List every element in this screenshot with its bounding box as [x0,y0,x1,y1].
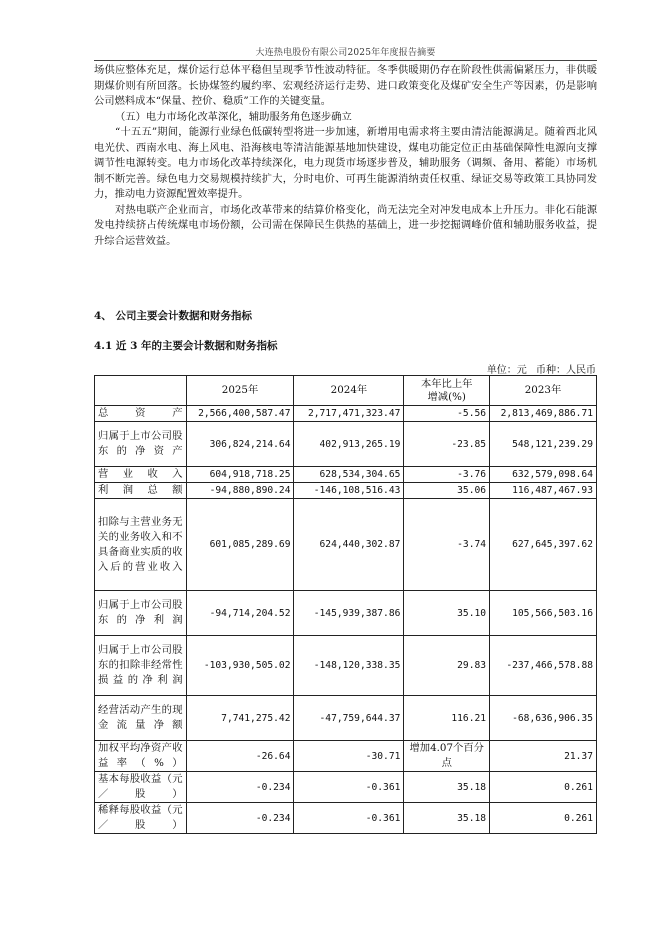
value-2023: 0.261 [490,772,597,803]
body-text [94,63,597,249]
value-2025: -103,930,505.02 [186,636,294,696]
row-label: 扣除与主营业务无关的业务收入和不具备商业实质的收入后的营业收入 [95,499,187,591]
table-row [95,803,597,834]
row-label: 加权平均净资产收益率（%） [95,741,187,772]
value-2023: 627,645,397.62 [490,499,597,591]
value-change: -3.74 [404,499,490,591]
value-2025: 2,566,400,587.47 [186,406,294,422]
value-2025: 7,741,275.42 [186,696,294,741]
value-change: 29.83 [404,636,490,696]
value-2023: 548,121,239.29 [490,422,597,467]
value-2023: 632,579,098.64 [490,467,597,483]
value-2024: -148,120,338.35 [294,636,404,696]
paragraph-fifteenth-plan: “十五五”期间，能源行业绿色低碳转型将进一步加速，新增用电需求将主要由清洁能源满足。随着西北风电光伏、西南水电、海上风电、沿海核电等清洁能源基地加快建设，煤电功能定位正由基础保障性电源向支撑调节性电源转变。电力市场化改革持续深化，电力现货市场逐步普及，辅助服务（调频、备用、蓄能）市场机制不断完善。绿色电力交易规模持续扩大，分时电价、可再生能源消纳责任权重、绿证交易等政策工具协同发力，推动电力资源配置效率提升。 [94,126,597,200]
value-2025: 601,085,289.69 [186,499,294,591]
value-change: 35.06 [404,483,490,499]
value-change: 35.18 [404,772,490,803]
row-label: 归属于上市公司股东的净资产 [95,422,187,467]
table-row [95,483,597,499]
value-2023: -68,636,906.35 [490,696,597,741]
row-label: 营业收入 [95,467,187,483]
value-2024: -30.71 [294,741,404,772]
header-cell-label [95,376,187,406]
header-cell-2025: 2025年 [186,376,294,406]
subheading-five: （五）电力市场化改革深化，辅助服务角色逐步确立 [115,110,352,123]
page-header: 大连热电股份有限公司2025年年度报告摘要 [255,48,436,58]
row-label: 稀释每股收益（元／股） [95,803,187,834]
table-row [95,741,597,772]
table-row [95,591,597,636]
value-change: -3.76 [404,467,490,483]
paragraph-coal: 场供应整体充足，煤价运行总体平稳但呈现季节性波动特征。冬季供暖期仍存在阶段性供需偏紧压力，非供暖期煤价则有所回落。长协煤签约履约率、宏观经济运行走势、进口政策变化及煤矿安全生产等因素，仍是影响公司燃料成本“保量、控价、稳质”工作的关键变量。 [94,64,597,107]
value-2024: -0.361 [294,803,404,834]
table-row [95,499,597,591]
value-2024: 402,913,265.19 [294,422,404,467]
financial-table [94,375,597,834]
value-change: 增加4.07个百分点 [404,741,490,772]
table-row [95,406,597,422]
table-row [95,422,597,467]
value-change: -5.56 [404,406,490,422]
unit-label: 单位：元 币种：人民币 [486,365,596,376]
header-cell-2024: 2024年 [294,376,404,406]
value-2024: 624,440,302.87 [294,499,404,591]
row-label: 归属于上市公司股东的扣除非经常性损益的净利润 [95,636,187,696]
value-2023: 21.37 [490,741,597,772]
value-2024: 2,717,471,323.47 [294,406,404,422]
table-row [95,772,597,803]
value-2025: 604,918,718.25 [186,467,294,483]
paragraph-chp: 对热电联产企业而言，市场化改革带来的结算价格变化，尚无法完全对冲发电成本上升压力。非化石能源发电持续挤占传统煤电市场份额，公司需在保障民生供热的基础上，进一步挖掘调峰价值和辅助服务收益，提升综合运营效益。 [94,203,597,247]
value-2023: -237,466,578.88 [490,636,597,696]
table-row [95,696,597,741]
value-2025: -94,714,204.52 [186,591,294,636]
value-change: 35.18 [404,803,490,834]
value-2023: 116,487,467.93 [490,483,597,499]
value-2023: 0.261 [490,803,597,834]
header-cell-change: 本年比上年 增减(%) [404,376,490,406]
value-2025: -0.234 [186,772,294,803]
value-change: 116.21 [404,696,490,741]
row-label: 经营活动产生的现金流量净额 [95,696,187,741]
value-2025: -0.234 [186,803,294,834]
value-2024: -47,759,644.37 [294,696,404,741]
row-label: 基本每股收益（元／股） [95,772,187,803]
value-2024: -145,939,387.86 [294,591,404,636]
value-2024: 628,534,304.65 [294,467,404,483]
section-heading-4-1: 4.1 近 3 年的主要会计数据和财务指标 [94,340,278,352]
header-rule [94,60,597,61]
header-cell-2023: 2023年 [490,376,597,406]
value-2024: -0.361 [294,772,404,803]
value-2025: -26.64 [186,741,294,772]
table-row [95,467,597,483]
section-heading-4: 4、 公司主要会计数据和财务指标 [94,310,252,322]
value-2023: 2,813,469,886.71 [490,406,597,422]
table-row [95,636,597,696]
row-label: 总资产 [95,406,187,422]
value-2024: -146,108,516.43 [294,483,404,499]
financial-table-body [95,406,597,834]
value-change: -23.85 [404,422,490,467]
row-label: 归属于上市公司股东的净利润 [95,591,187,636]
value-2025: -94,880,890.24 [186,483,294,499]
value-2025: 306,824,214.64 [186,422,294,467]
value-2023: 105,566,503.16 [490,591,597,636]
value-change: 35.10 [404,591,490,636]
row-label: 利润总额 [95,483,187,499]
